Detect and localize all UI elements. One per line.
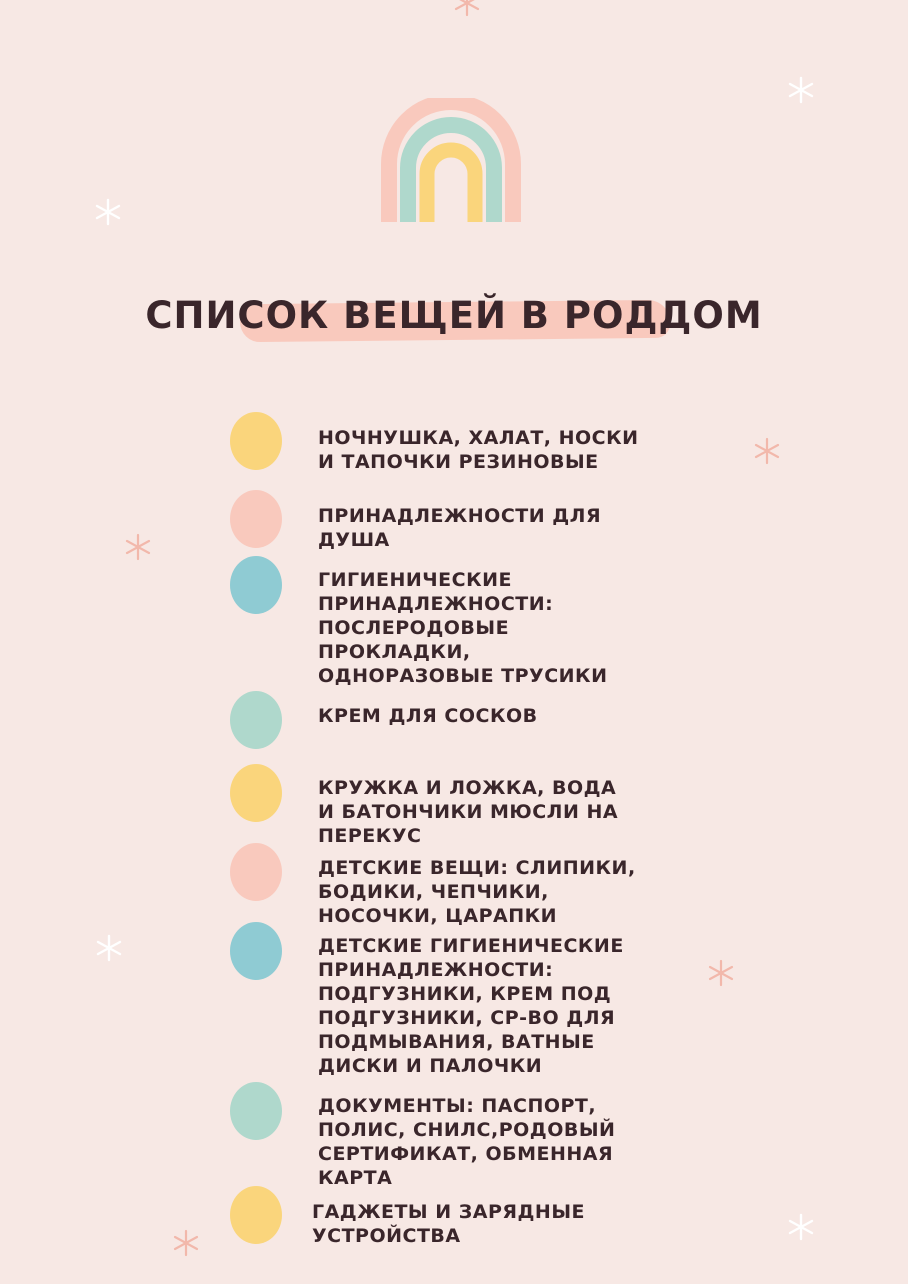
list-item: ДОКУМЕНТЫ: ПАСПОРТ, ПОЛИС, СНИЛС,РОДОВЫЙ СЕРТИФИКАТ, ОБМЕННАЯ КАРТА xyxy=(318,1095,616,1189)
page-title: СПИСОК ВЕЩЕЙ В РОДДОМ xyxy=(145,294,763,337)
list-item: КРЕМ ДЛЯ СОСКОВ xyxy=(318,705,538,727)
bullet-dot xyxy=(230,412,282,470)
list-item: ДЕТСКИЕ ГИГИЕНИЧЕСКИЕ ПРИНАДЛЕЖНОСТИ: ПОДГУЗНИКИ, КРЕМ ПОД ПОДГУЗНИКИ, СР-ВО ДЛЯ ПОДМЫВАНИЯ, ВАТНЫЕ ДИСКИ И ПАЛОЧКИ xyxy=(318,935,624,1077)
sparkle-icon xyxy=(93,197,123,227)
bullet-dot xyxy=(230,691,282,749)
sparkle-icon xyxy=(786,1212,816,1242)
list-item: КРУЖКА И ЛОЖКА, ВОДА И БАТОНЧИКИ МЮСЛИ НА ПЕРЕКУС xyxy=(318,777,619,847)
sparkle-icon xyxy=(706,958,736,988)
sparkle-icon xyxy=(94,933,124,963)
bullet-dot xyxy=(230,764,282,822)
bullet-dot xyxy=(230,1186,282,1244)
rainbow-illustration xyxy=(380,98,522,226)
bullet-dot xyxy=(230,490,282,548)
sparkle-icon xyxy=(123,532,153,562)
list-item: ДЕТСКИЕ ВЕЩИ: СЛИПИКИ, БОДИКИ, ЧЕПЧИКИ, НОСОЧКИ, ЦАРАПКИ xyxy=(318,857,636,927)
list-item: ПРИНАДЛЕЖНОСТИ ДЛЯ ДУША xyxy=(318,505,602,551)
sparkle-icon xyxy=(786,75,816,105)
bullet-dot xyxy=(230,556,282,614)
sparkle-icon xyxy=(452,0,482,18)
sparkle-icon xyxy=(171,1228,201,1258)
bullet-dot xyxy=(230,843,282,901)
bullet-dot xyxy=(230,1082,282,1140)
list-item: ГИГИЕНИЧЕСКИЕ ПРИНАДЛЕЖНОСТИ: ПОСЛЕРОДОВЫЕ ПРОКЛАДКИ, ОДНОРАЗОВЫЕ ТРУСИКИ xyxy=(318,569,608,687)
sparkle-icon xyxy=(752,436,782,466)
list-item: ГАДЖЕТЫ И ЗАРЯДНЫЕ УСТРОЙСТВА xyxy=(312,1201,585,1247)
bullet-dot xyxy=(230,922,282,980)
title-block xyxy=(0,288,908,348)
list-item: НОЧНУШКА, ХАЛАТ, НОСКИ И ТАПОЧКИ РЕЗИНОВЫЕ xyxy=(318,427,639,473)
